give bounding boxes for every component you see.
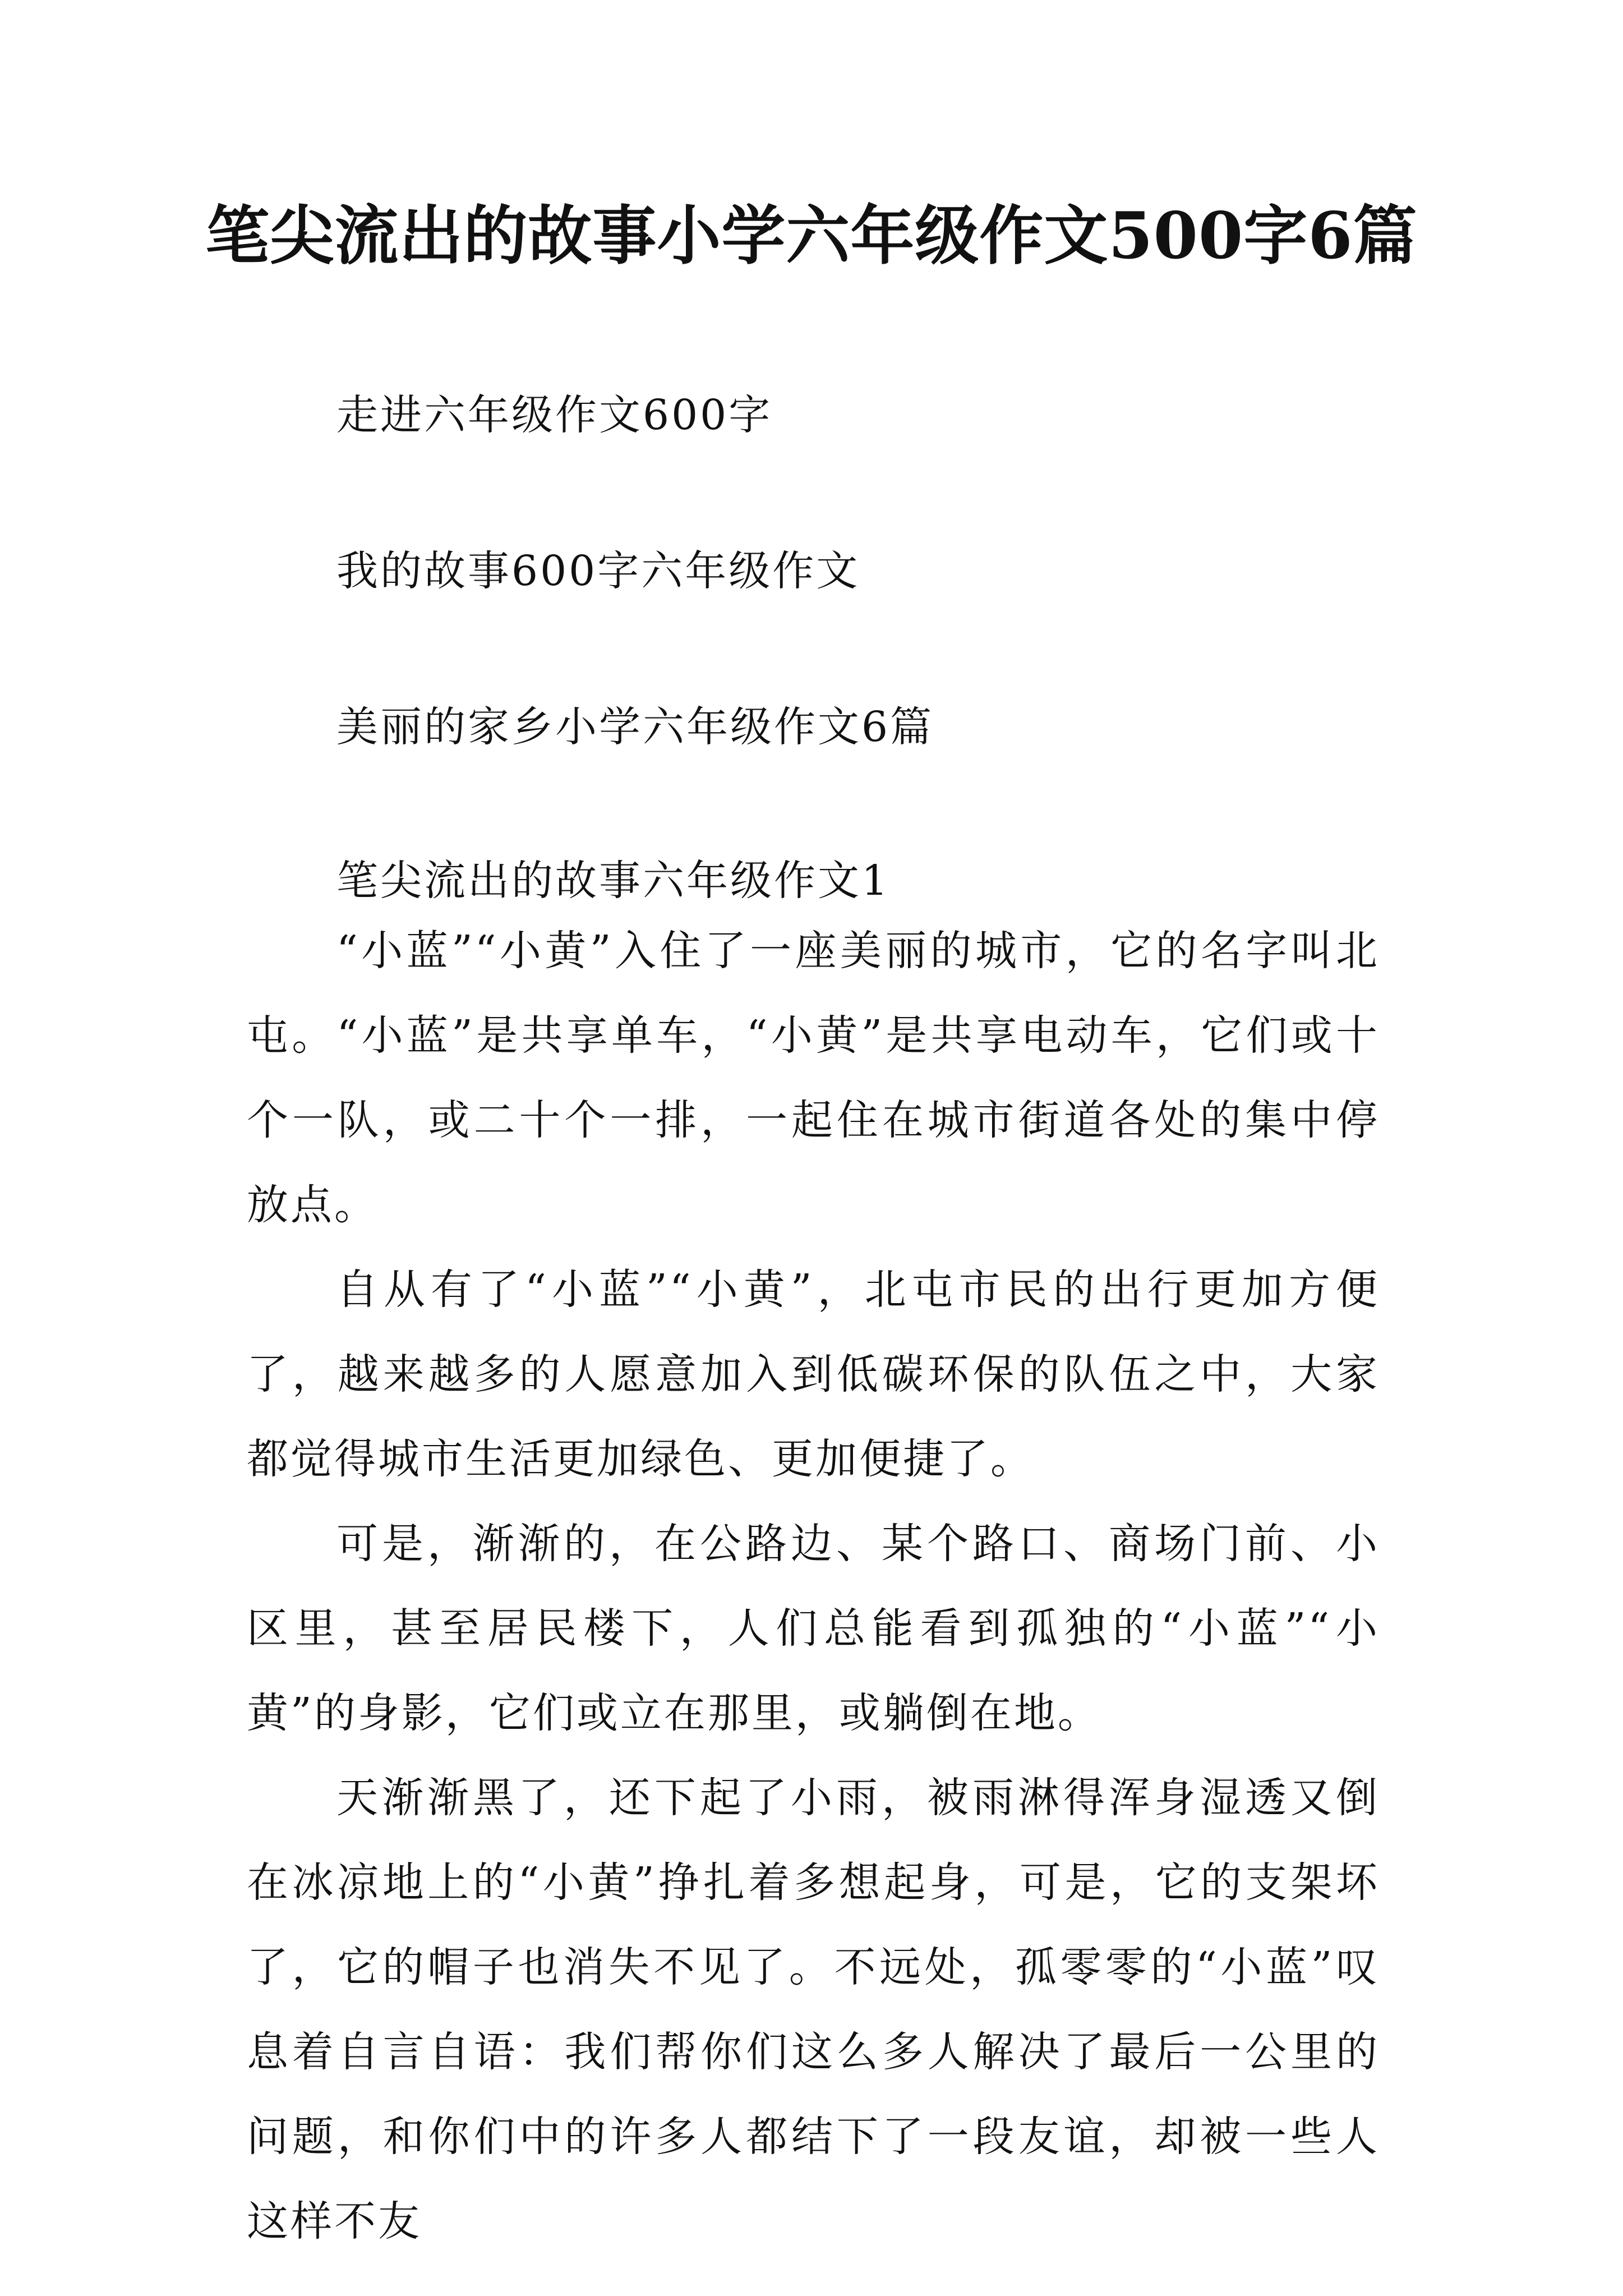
section-heading: 笔尖流出的故事六年级作文1	[336, 857, 891, 905]
related-article-link-1[interactable]: 走进六年级作文600字	[336, 391, 773, 439]
article-body	[247, 909, 1380, 2264]
paragraph-3: 可是，渐渐的，在公路边、某个路口、商场门前、小区里，甚至居民楼下，人们总能看到孤独的“小蓝”“小黄”的身影，它们或立在那里，或躺倒在地。	[247, 1520, 1380, 1737]
document-title: 笔尖流出的故事小学六年级作文500字6篇	[205, 198, 1418, 273]
related-article-link-3[interactable]: 美丽的家乡小学六年级作文6篇	[336, 703, 934, 751]
paragraph-2: 自从有了“小蓝”“小黄”，北屯市民的出行更加方便了，越来越多的人愿意加入到低碳环保的队伍之中，大家都觉得城市生活更加绿色、更加便捷了。	[247, 1266, 1380, 1483]
related-article-link-2[interactable]: 我的故事600字六年级作文	[336, 547, 860, 595]
paragraph-4: 天渐渐黑了，还下起了小雨，被雨淋得浑身湿透又倒在冰凉地上的“小黄”挣扎着多想起身，可是，它的支架坏了，它的帽子也消失不见了。不远处，孤零零的“小蓝”叹息着自言自语：我们帮你们这么多人解决了最后一公里的问题，和你们中的许多人都结下了一段友谊，却被一些人这样不友	[247, 1774, 1380, 2246]
paragraph-1: “小蓝”“小黄”入住了一座美丽的城市，它的名字叫北屯。“小蓝”是共享单车，“小黄”是共享电动车，它们或十个一队，或二十个一排，一起住在城市街道各处的集中停放点。	[247, 927, 1380, 1229]
